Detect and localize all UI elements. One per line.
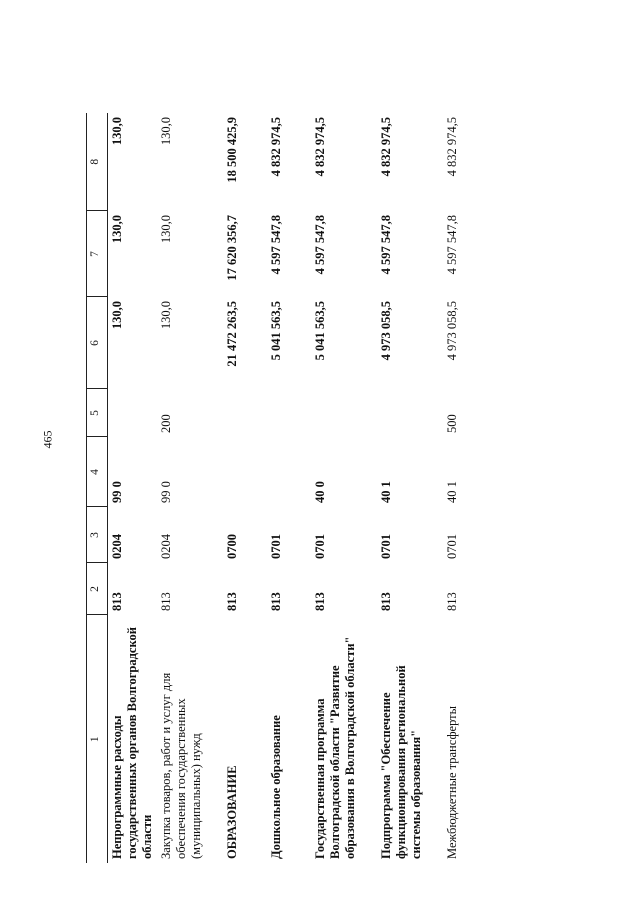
column-header: 5	[87, 389, 108, 437]
cell-amount-3: 130,0	[159, 117, 173, 146]
budget-table	[86, 113, 487, 863]
cell-section: 0701	[269, 534, 283, 559]
page-number: 465	[40, 430, 55, 449]
cell-section: 0701	[445, 534, 459, 559]
cell-amount-3: 4 832 974,5	[379, 117, 393, 177]
cell-ministry: 813	[225, 592, 239, 611]
table-row	[311, 113, 377, 863]
cell-section: 0204	[110, 534, 124, 559]
cell-target: 40 1	[379, 481, 393, 503]
column-header: 7	[87, 211, 108, 297]
cell-expense-type: 200	[159, 414, 173, 433]
table-row	[267, 113, 311, 863]
cell-target	[267, 437, 311, 507]
cell-amount-1: 130,0	[159, 301, 173, 330]
cell-section: 0700	[225, 534, 239, 559]
table-header	[87, 113, 108, 863]
cell-amount-3: 4 832 974,5	[269, 117, 283, 177]
column-header: 6	[87, 297, 108, 389]
cell-ministry: 813	[159, 592, 173, 611]
cell-amount-3: 4 832 974,5	[313, 117, 327, 177]
cell-amount-2: 4 597 547,8	[445, 215, 459, 275]
cell-ministry: 813	[269, 592, 283, 611]
table-row	[157, 113, 223, 863]
cell-ministry: 813	[379, 592, 393, 611]
cell-section: 0701	[379, 534, 393, 559]
column-header: 8	[87, 113, 108, 211]
cell-expense-type	[108, 389, 158, 437]
cell-expense-type	[311, 389, 377, 437]
cell-amount-1: 130,0	[110, 301, 124, 330]
column-header: 2	[87, 563, 108, 615]
cell-expense-type	[267, 389, 311, 437]
cell-amount-2: 130,0	[159, 215, 173, 244]
table-row	[443, 113, 487, 863]
row-name: Дошкольное образование	[269, 715, 283, 859]
table-row	[377, 113, 443, 863]
cell-target: 40 1	[445, 481, 459, 503]
cell-amount-1: 21 472 263,5	[225, 301, 239, 367]
cell-amount-1: 5 041 563,5	[269, 301, 283, 361]
row-name: Государственная программа Волгоградской области "Развитие образования в Волгоградской области"	[313, 636, 357, 859]
cell-expense-type	[223, 389, 267, 437]
cell-ministry: 813	[110, 592, 124, 611]
row-name: Непрограммные расходы государственных органов Волгоградской области	[110, 627, 154, 859]
cell-target: 40 0	[313, 481, 327, 503]
cell-section: 0701	[313, 534, 327, 559]
cell-expense-type: 500	[445, 414, 459, 433]
row-name: ОБРАЗОВАНИЕ	[225, 765, 239, 859]
cell-target: 99 0	[159, 481, 173, 503]
column-header: 3	[87, 507, 108, 563]
cell-amount-1: 5 041 563,5	[313, 301, 327, 361]
row-name: Подпрограмма "Обеспечение функционирования региональной системы образования"	[379, 665, 423, 859]
cell-ministry: 813	[445, 592, 459, 611]
cell-amount-3: 4 832 974,5	[445, 117, 459, 177]
cell-target: 99 0	[110, 481, 124, 503]
row-name: Закупка товаров, работ и услуг для обеспечения государственных (муниципальных) нужд	[159, 672, 203, 859]
table-row	[223, 113, 267, 863]
cell-section: 0204	[159, 534, 173, 559]
cell-amount-2: 4 597 547,8	[269, 215, 283, 275]
cell-amount-2: 4 597 547,8	[313, 215, 327, 275]
cell-ministry: 813	[313, 592, 327, 611]
column-header: 4	[87, 437, 108, 507]
cell-amount-1: 4 973 058,5	[445, 301, 459, 361]
cell-amount-2: 17 620 356,7	[225, 215, 239, 281]
table-body	[108, 113, 488, 863]
table-row	[108, 113, 158, 863]
column-header: 1	[87, 615, 108, 863]
cell-amount-3: 130,0	[110, 117, 124, 146]
cell-amount-1: 4 973 058,5	[379, 301, 393, 361]
cell-target	[223, 437, 267, 507]
cell-amount-3: 18 500 425,9	[225, 117, 239, 183]
row-name: Межбюджетные трансферты	[445, 705, 459, 859]
cell-amount-2: 130,0	[110, 215, 124, 244]
cell-amount-2: 4 597 547,8	[379, 215, 393, 275]
cell-expense-type	[377, 389, 443, 437]
